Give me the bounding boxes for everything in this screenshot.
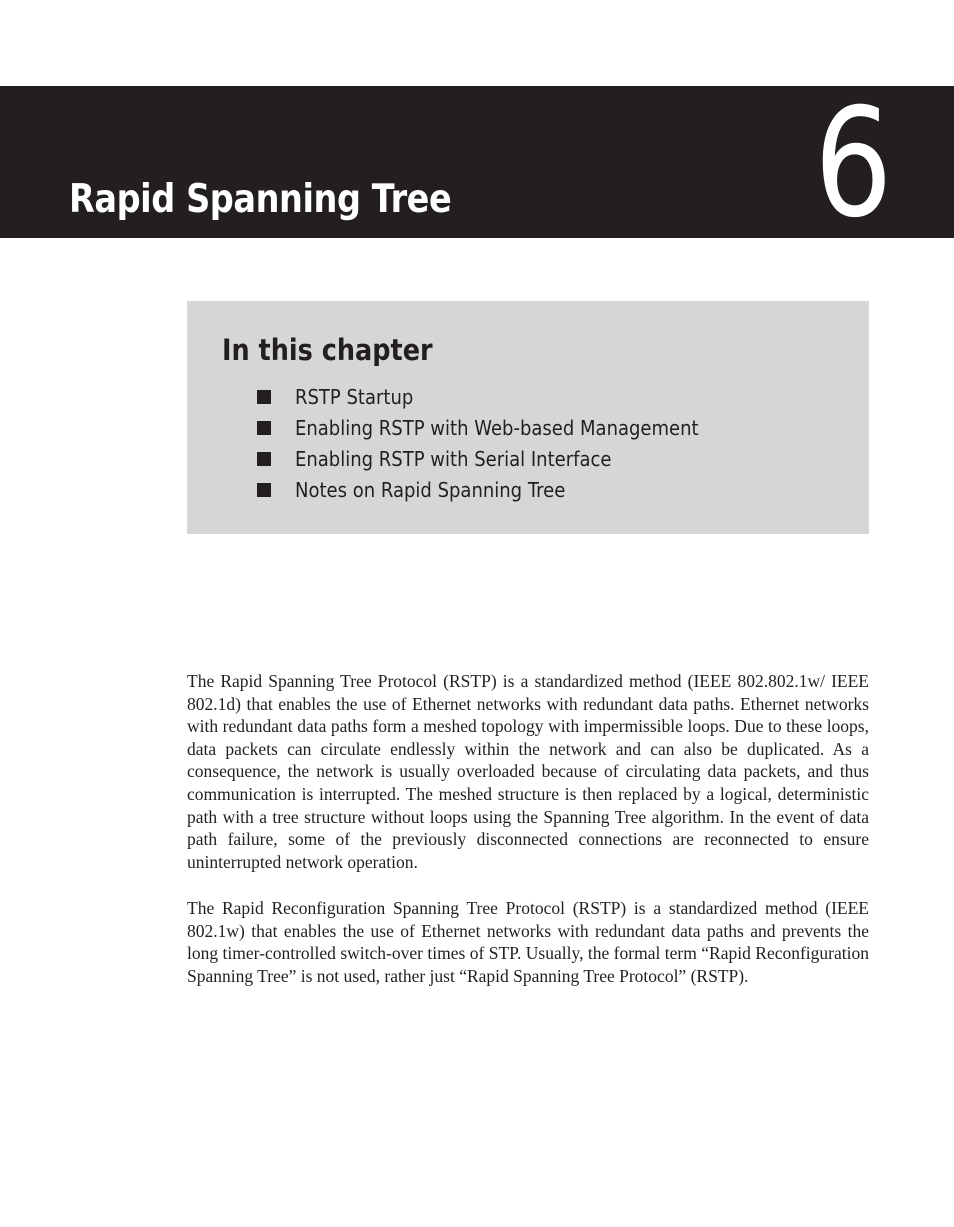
square-bullet-icon xyxy=(257,452,271,466)
square-bullet-icon xyxy=(257,390,271,404)
in-this-chapter-heading: In this chapter xyxy=(222,333,433,367)
in-this-chapter-box xyxy=(187,301,869,534)
chapter-topic-item xyxy=(257,412,743,443)
chapter-number: 6 xyxy=(813,77,892,251)
chapter-topic-label: Notes on Rapid Spanning Tree xyxy=(295,477,566,502)
chapter-topic-label: Enabling RSTP with Web-based Management xyxy=(295,415,699,440)
chapter-topic-item xyxy=(257,381,743,412)
chapter-topic-item xyxy=(257,474,743,505)
chapter-topic-label: Enabling RSTP with Serial Interface xyxy=(295,446,612,471)
square-bullet-icon xyxy=(257,421,271,435)
chapter-title: Rapid Spanning Tree xyxy=(69,177,452,222)
chapter-topic-label: RSTP Startup xyxy=(295,384,414,409)
body-paragraph: The Rapid Reconfiguration Spanning Tree Protocol (RSTP) is a standardized method (IEEE 802.1w) that enables the use of Ethernet networks with redundant data paths and prevents the long timer-controlled switch-over times of STP. Usually, the formal term “Rapid Reconfiguration Spanning Tree” is not used, rather just “Rapid Spanning Tree Protocol” (RSTP). xyxy=(187,898,869,986)
body-paragraph: The Rapid Spanning Tree Protocol (RSTP) is a standardized method (IEEE 802.802.1w/ IEEE 802.1d) that enables the use of Ethernet networks with redundant data paths. Ethernet networks with redundant data paths form a meshed topology with impermissible loops. Due to these loops, data packets can circulate endlessly within the network and can also be duplicated. As a consequence, the network is usually overloaded because of circulating data packets, and thus communication is interrupted. The meshed structure is then replaced by a logical, deterministic path with a tree structure without loops using the Spanning Tree algorithm. In the event of data path failure, some of the previously disconnected connections are reconnected to ensure uninterrupted network operation. xyxy=(187,671,869,872)
square-bullet-icon xyxy=(257,483,271,497)
chapter-topic-item xyxy=(257,443,743,474)
chapter-topics-list xyxy=(257,381,743,505)
